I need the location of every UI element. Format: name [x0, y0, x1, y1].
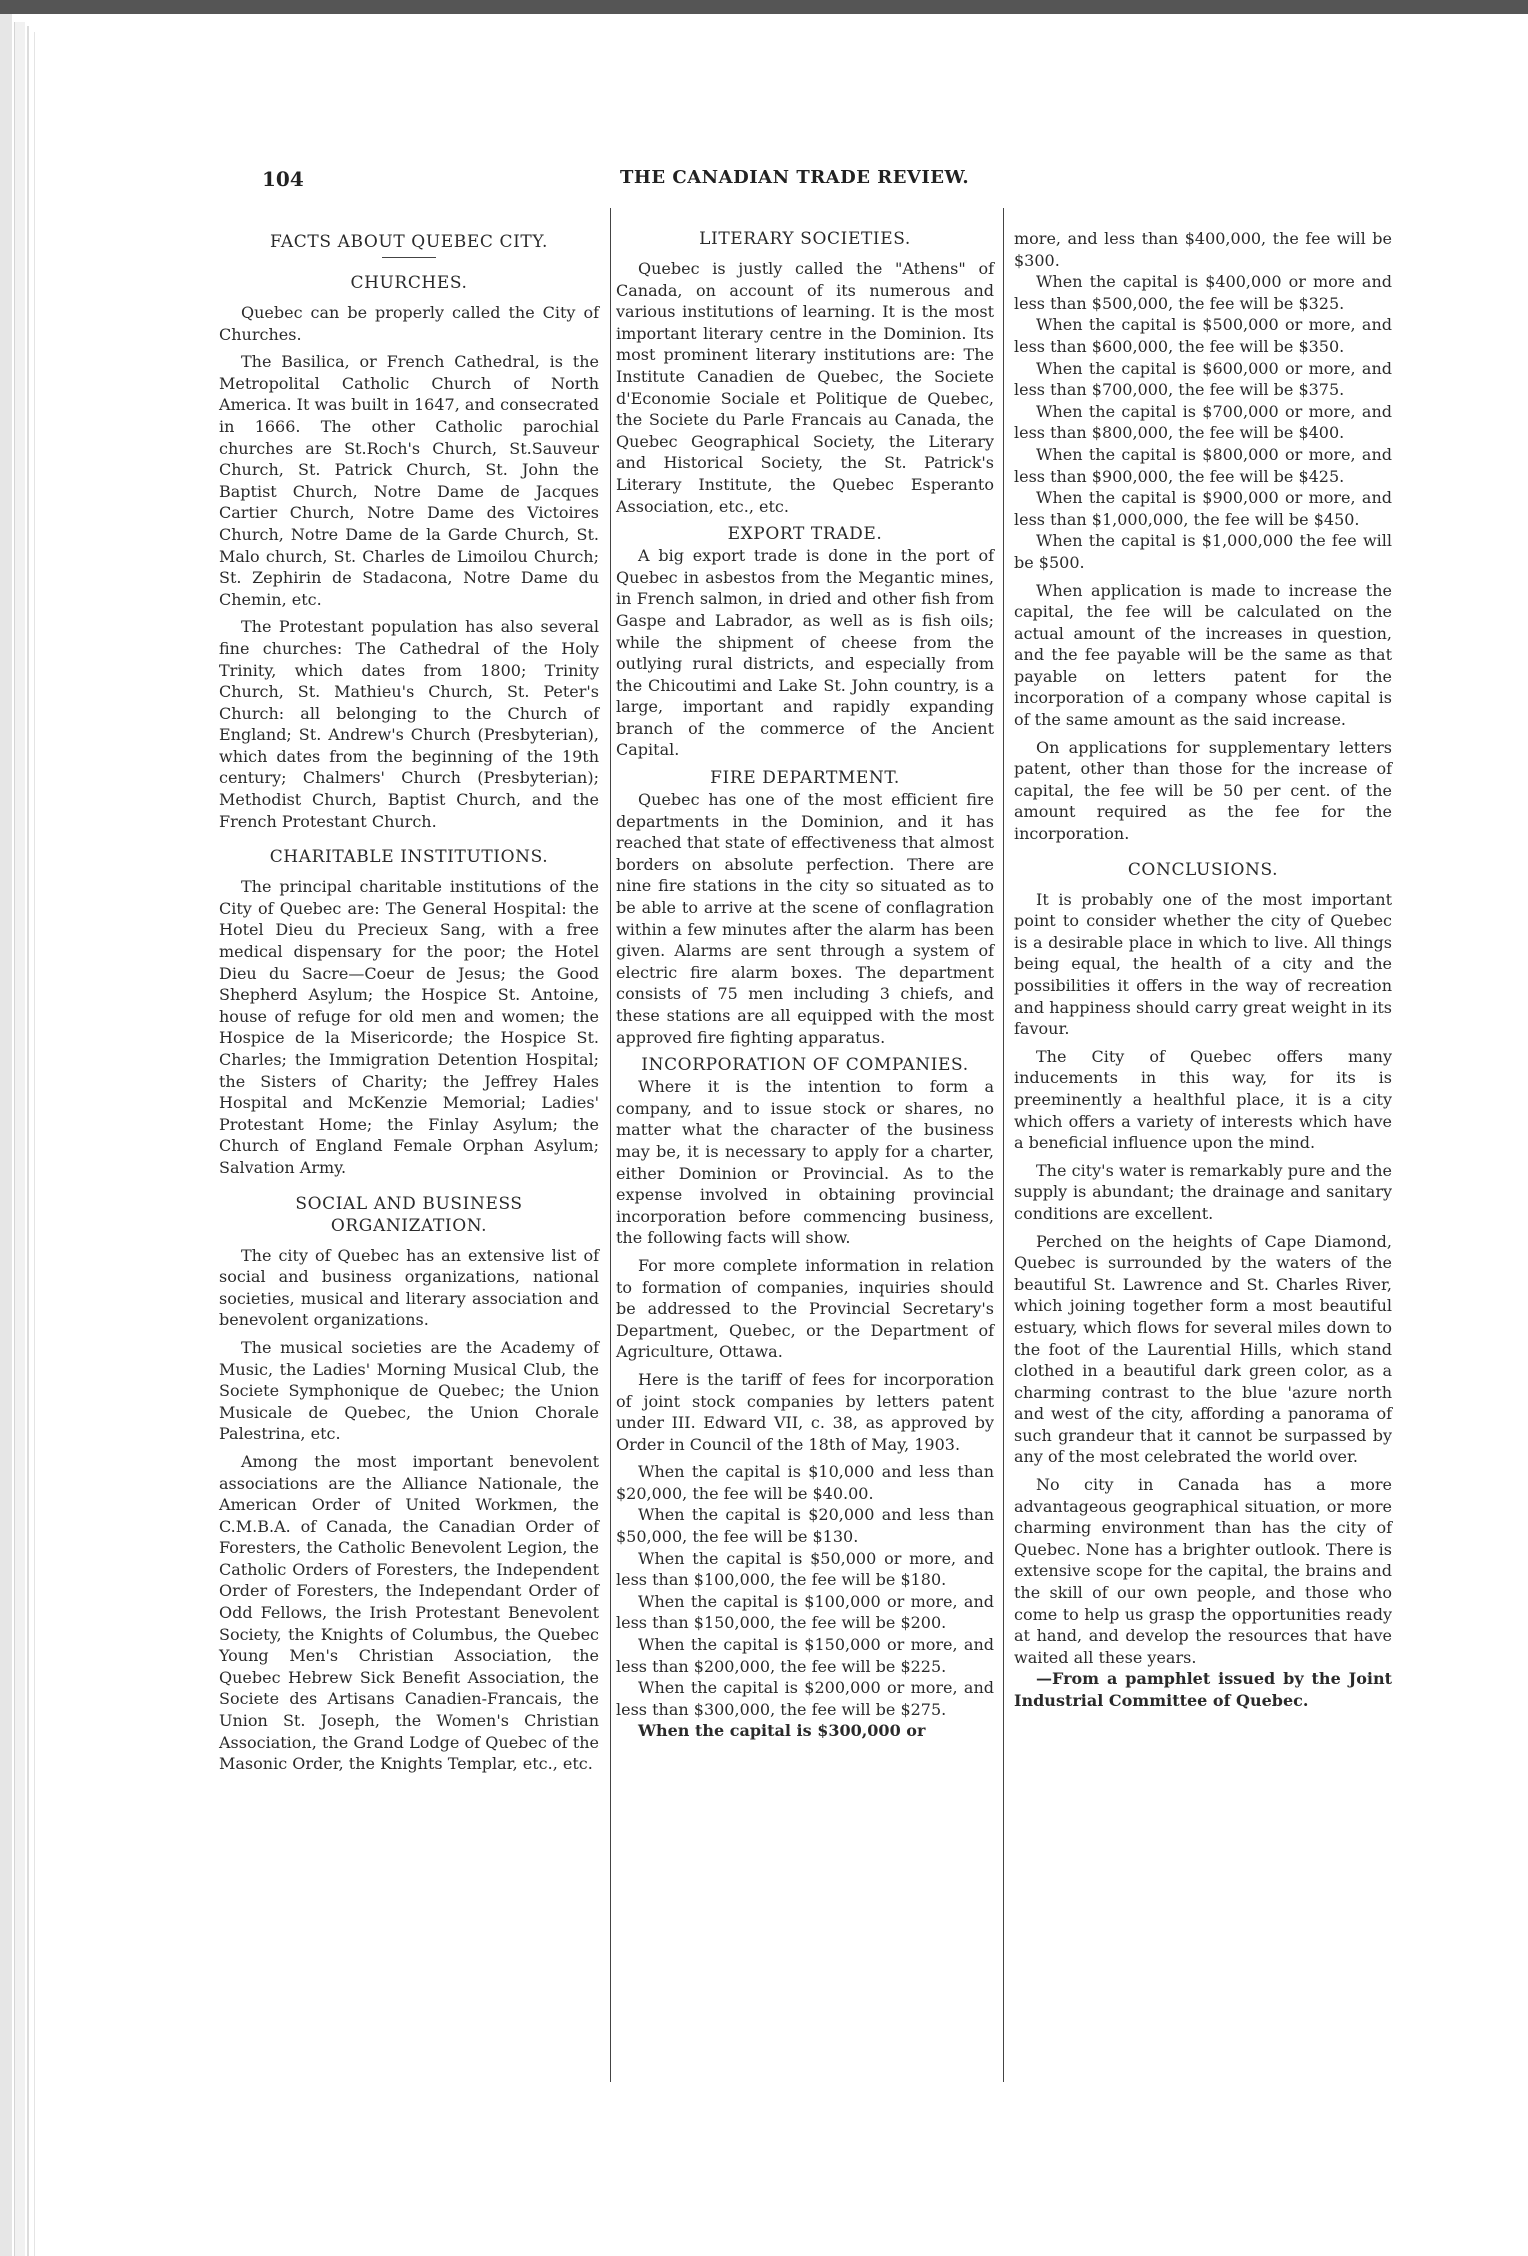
churches-paragraph-1: Quebec can be properly called the City of Churches. [219, 303, 599, 344]
conclusions-paragraph-4: Perched on the heights of Cape Diamond, Quebec is surrounded by the waters of the beautiful St. Lawrence and St. Charles River, which joining together form a most beautiful estuary, which flows for several miles down to the foot of the Laurential Hills, which stand clothed in a beautiful dark green color, as a charming contrast to the blue 'azure north and west of the city, affording a panorama of such grandeur that it cannot be surpassed by any of the most celebrated the world over. [1014, 1231, 1392, 1467]
fee-item: When the capital is $800,000 or more, and less than $900,000, the fee will be $425. [1014, 444, 1392, 486]
source-attribution: —From a pamphlet issued by the Joint Industrial Committee of Quebec. [1014, 1669, 1392, 1710]
fee-item: When the capital is $20,000 and less than $50,000, the fee will be $130. [616, 1505, 994, 1547]
fee-item: When the capital is $1,000,000 the fee will be $500. [1014, 531, 1392, 572]
literary-paragraph-1: Quebec is justly called the "Athens" of Canada, on account of its numerous and various institutions of learning. It is the most important literary centre in the Dominion. Its most prominent literary institutions are: The Institute Canadien de Quebec, the Societe d'Economie Sociale et Politique de Quebec, the Societe du Parle Francais au Canada, the Quebec Geographical Society, the Literary and Historical Society, the St. Patrick's Literary Institute, the Quebec Esperanto Association, etc., etc. [616, 259, 994, 516]
column-rule-right [1003, 208, 1004, 2082]
conclusions-paragraph-5: No city in Canada has a more advantageous geographical situation, or more charming environment than has the city of Quebec. None has a brighter outlook. There is extensive scope for the capital, the brains and the skill of our own people, and those who come to help us grasp the opportunities ready at hand, and develop the resources that have waited all these years. [1014, 1475, 1392, 1667]
conclusions-paragraph-1: It is probably one of the most important point to consider whether the city of Quebec is a desirable place in which to live. All things being equal, the health of a city and the possibilities it offers in the way of recreation and happiness should carry great weight in its favour. [1014, 889, 1392, 1039]
scan-top-border [0, 0, 1528, 14]
export-paragraph-1: A big export trade is done in the port of Quebec in asbestos from the Megantic mines, in French salmon, in dried and other fish from Gaspe and Labrador, as well as is fish oils; while the shipment of cheese from the outlying rural districts, and especially from the Chicoutimi and Lake St. John country, is a large, important and rapidly expanding branch of the commerce of the Ancient Capital. [616, 546, 994, 760]
social-paragraph-1: The city of Quebec has an extensive list of social and business organizations, national societies, musical and literary association and benevolent organizations. [219, 1245, 599, 1330]
scan-page-edge-line-inner [34, 32, 35, 2256]
churches-paragraph-2: The Basilica, or French Cathedral, is the Metropolital Catholic Church of North America. It was built in 1647, and consecrated in 1666. The other Catholic parochial churches are St.Roch's Church, St.Sauveur Church, St. Patrick Church, St. John the Baptist Church, Notre Dame de Jacques Cartier Church, Notre Dame des Victoires Church, Notre Dame de la Garde Church, St. Malo church, St. Charles de Limoilou Church; St. Zephirin de Stadacona, Notre Dame du Chemin, etc. [219, 352, 599, 609]
article-title: FACTS ABOUT QUEBEC CITY. [270, 232, 548, 252]
conclusions-paragraph-2: The City of Quebec offers many inducements in this way, for its is preeminently a healthful place, it is a city which offers a variety of interests which have a beneficial influence upon the mind. [1014, 1046, 1392, 1153]
page-number: 104 [262, 167, 304, 191]
fee-continuation: more, and less than $400,000, the fee will be $300. [1014, 229, 1392, 270]
fee-item: When the capital is $10,000 and less than $20,000, the fee will be $40.00. [616, 1462, 994, 1503]
incorporation-paragraph-2: For more complete information in relation to formation of companies, inquiries should be addressed to the Provincial Secretary's Department, Quebec, or the Department of Agriculture, Ottawa. [616, 1255, 994, 1362]
fee-item-continued: When the capital is $300,000 or [638, 1721, 926, 1741]
column-left [219, 228, 599, 1775]
title-underline [382, 257, 436, 258]
charitable-paragraph-1: The principal charitable institutions of the City of Quebec are: The General Hospital: the Hotel Dieu du Precieux Sang, with a free medical dispensary for the poor; the Hotel Dieu du Sacre—Coeur de Jesus; the Good Shepherd Asylum; the Hospice St. Antoine, house of refuge for old men and women; the Hospice de la Misericorde; the Hospice St. Charles; the Immigration Detention Hospital; the Sisters of Charity; the Jeffrey Hales Hospital and McKenzie Memorial; Ladies' Protestant Home; the Finlay Asylum; the Church of England Female Orphan Asylum; Salvation Army. [219, 877, 599, 1177]
heading-export: EXPORT TRADE. [727, 524, 883, 545]
fee-item: When the capital is $400,000 or more and less than $500,000, the fee will be $325. [1014, 272, 1392, 313]
heading-literary: LITERARY SOCIETIES. [699, 229, 911, 249]
scan-page-edge [14, 22, 25, 2256]
fee-item: When the capital is $700,000 or more, and less than $800,000, the fee will be $400. [1014, 401, 1392, 443]
scan-page-edge-line [27, 26, 29, 2256]
column-middle [616, 228, 994, 1742]
conclusions-paragraph-3: The city's water is remarkably pure and the supply is abundant; the drainage and sanitary conditions are excellent. [1014, 1160, 1392, 1223]
churches-paragraph-3: The Protestant population has also several fine churches: The Cathedral of the Holy Trinity, which dates from 1800; Trinity Church, St. Mathieu's Church, St. Peter's Church: all belonging to the Church of England; St. Andrew's Church (Presbyterian), which dates from the beginning of the 19th century; Chalmers' Church (Presbyterian); Methodist Church, Baptist Church, and the French Protestant Church. [219, 617, 599, 831]
heading-social: SOCIAL AND BUSINESS ORGANIZATION. [295, 1193, 523, 1236]
running-head: THE CANADIAN TRADE REVIEW. [620, 167, 970, 188]
fee-item: When the capital is $100,000 or more, and less than $150,000, the fee will be $200. [616, 1591, 994, 1633]
fire-paragraph-1: Quebec has one of the most efficient fire departments in the Dominion, and it has reached that state of effectiveness that almost borders on absolute perfection. There are nine fire stations in the city so situated as to be able to arrive at the scene of conflagration within a few minutes after the alarm has been given. Alarms are sent through a system of electric fire alarm boxes. The department consists of 75 men including 3 chiefs, and these stations are all equipped with the most approved fire fighting apparatus. [616, 790, 994, 1047]
increase-paragraph: When application is made to increase the capital, the fee will be calculated on the actual amount of the increases in question, and the fee payable will be the same as that payable on letters patent for the incorporation of a company whose capital is of the same amount as the said increase. [1014, 580, 1392, 730]
fee-item: When the capital is $900,000 or more, and less than $1,000,000, the fee will be $450. [1014, 488, 1392, 529]
column-right [1014, 228, 1392, 1712]
scan-left-edge [0, 14, 12, 2256]
fee-item: When the capital is $200,000 or more, and less than $300,000, the fee will be $275. [616, 1678, 994, 1719]
column-rule-left [610, 208, 611, 2082]
heading-churches: CHURCHES. [350, 273, 468, 293]
incorporation-paragraph-3: Here is the tariff of fees for incorporation of joint stock companies by letters patent under III. Edward VII, c. 38, as approved by Order in Council of the 18th of May, 1903. [616, 1369, 994, 1454]
fee-item: When the capital is $600,000 or more, and less than $700,000, the fee will be $375. [1014, 358, 1392, 400]
heading-fire: FIRE DEPARTMENT. [710, 768, 900, 789]
social-paragraph-3: Among the most important benevolent associations are the Alliance Nationale, the American Order of United Workmen, the C.M.B.A. of Canada, the Canadian Order of Foresters, the Catholic Benevolent Legion, the Catholic Orders of Foresters, the Independent Order of Foresters, the Independant Order of Odd Fellows, the Irish Protestant Benevolent Society, the Knights of Columbus, the Quebec Young Men's Christian Association, the Quebec Hebrew Sick Benefit Association, the Societe des Artisans Canadien-Francais, the Union St. Joseph, the Women's Christian Association, the Grand Lodge of Quebec of the Masonic Order, the Knights Templar, etc., etc. [219, 1451, 599, 1774]
fee-item: When the capital is $50,000 or more, and less than $100,000, the fee will be $180. [616, 1548, 994, 1590]
heading-incorporation: INCORPORATION OF COMPANIES. [641, 1055, 969, 1076]
heading-charitable: CHARITABLE INSTITUTIONS. [269, 847, 549, 868]
supplementary-paragraph: On applications for supplementary letters patent, other than those for the increase of capital, the fee will be 50 per cent. of the amount required as the fee for the incorporation. [1014, 737, 1392, 844]
fee-item: When the capital is $500,000 or more, and less than $600,000, the fee will be $350. [1014, 315, 1392, 356]
heading-conclusions: CONCLUSIONS. [1127, 859, 1279, 880]
fee-item: When the capital is $150,000 or more, and less than $200,000, the fee will be $225. [616, 1635, 994, 1676]
incorporation-paragraph-1: Where it is the intention to form a company, and to issue stock or shares, no matter what the character of the business may be, it is necessary to apply for a charter, either Dominion or Provincial. As to the expense involved in obtaining provincial incorporation before commencing business, the following facts will show. [616, 1077, 994, 1248]
social-paragraph-2: The musical societies are the Academy of Music, the Ladies' Morning Musical Club, the Societe Symphonique de Quebec; the Union Musicale de Quebec, the Union Chorale Palestrina, etc. [219, 1337, 599, 1444]
